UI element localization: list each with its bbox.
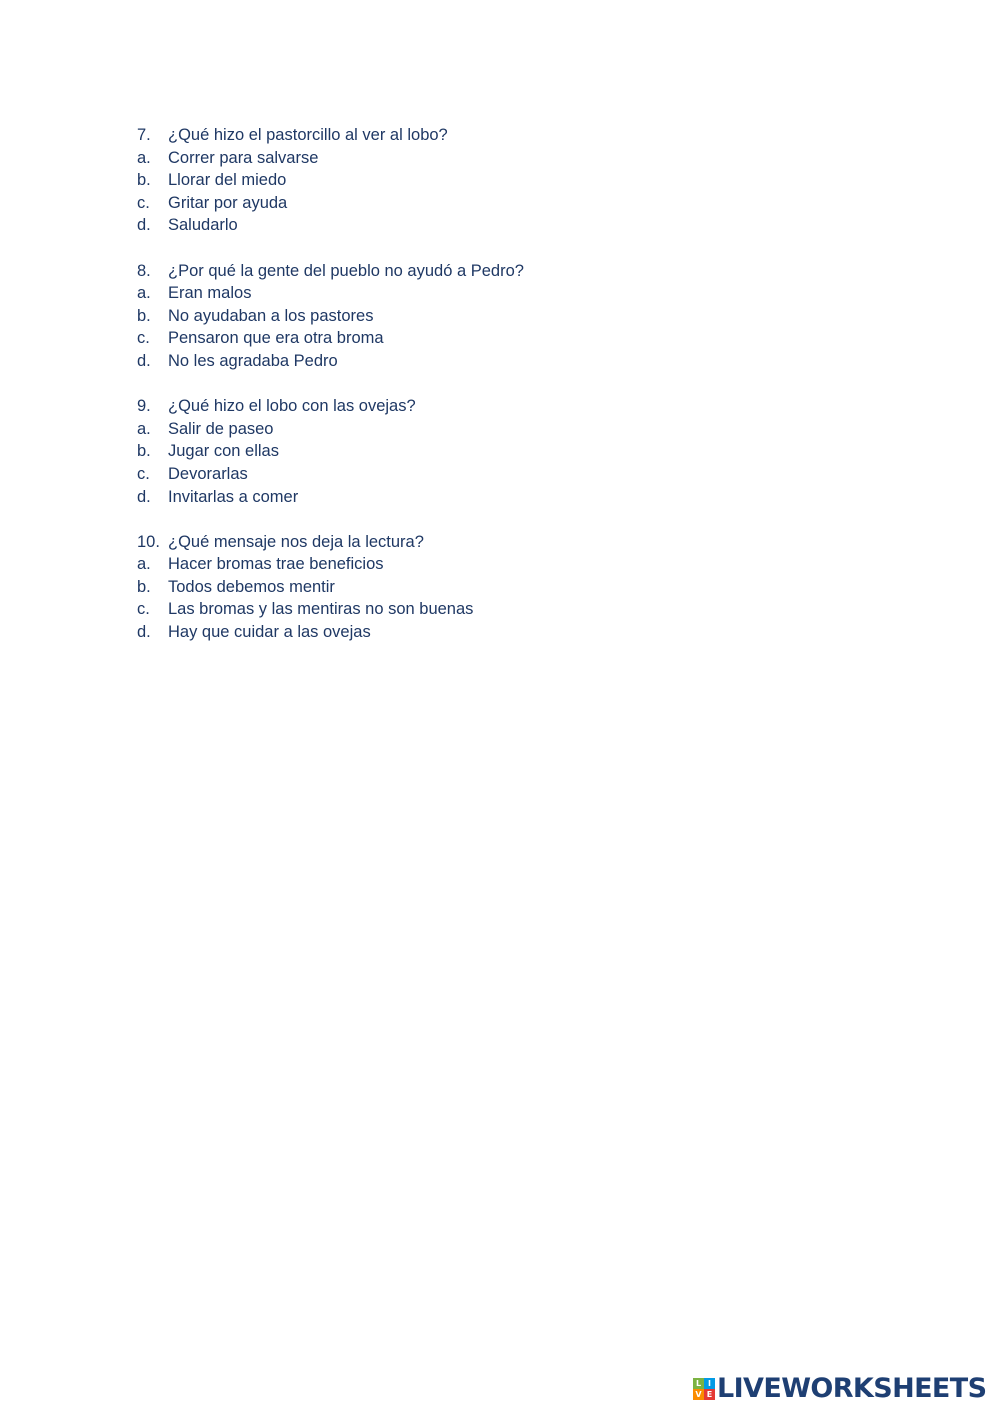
- option-letter: b.: [137, 306, 151, 325]
- option-text: Invitarlas a comer: [168, 487, 299, 506]
- live-mark-icon: [693, 1378, 715, 1400]
- option-text: Gritar por ayuda: [168, 193, 288, 212]
- liveworksheets-logo: [693, 1374, 986, 1404]
- option-text: Jugar con ellas: [168, 442, 279, 461]
- answer-option: [137, 553, 837, 576]
- question-text: ¿Por qué la gente del pueblo no ayudó a Pedro?: [168, 261, 524, 280]
- question-7: [137, 124, 837, 237]
- option-text: No ayudaban a los pastores: [168, 306, 374, 325]
- answer-option: [137, 214, 837, 237]
- option-text: No les agradaba Pedro: [168, 351, 338, 370]
- question-9: [137, 395, 837, 508]
- option-letter: a.: [137, 284, 151, 303]
- live-mark-letter: L: [693, 1378, 704, 1389]
- answer-option: [137, 598, 837, 621]
- option-letter: a.: [137, 148, 151, 167]
- option-text: Pensaron que era otra broma: [168, 329, 384, 348]
- option-letter: d.: [137, 487, 151, 506]
- option-text: Salir de paseo: [168, 419, 274, 438]
- answer-option: [137, 169, 837, 192]
- answer-option: [137, 621, 837, 644]
- question-prompt: [137, 124, 837, 147]
- logo-wordmark: LIVEWORKSHEETS: [717, 1373, 987, 1404]
- option-text: Todos debemos mentir: [168, 577, 335, 596]
- option-text: Correr para salvarse: [168, 148, 319, 167]
- option-text: Hay que cuidar a las ovejas: [168, 623, 371, 642]
- question-number: 10.: [137, 532, 160, 551]
- option-letter: b.: [137, 577, 151, 596]
- question-prompt: [137, 260, 837, 283]
- option-letter: a.: [137, 419, 151, 438]
- answer-option: [137, 282, 837, 305]
- answer-option: [137, 463, 837, 486]
- answer-option: [137, 486, 837, 509]
- option-letter: c.: [137, 329, 150, 348]
- question-text: ¿Qué mensaje nos deja la lectura?: [168, 532, 424, 551]
- answer-option: [137, 576, 837, 599]
- option-letter: c.: [137, 600, 150, 619]
- option-letter: c.: [137, 464, 150, 483]
- option-letter: d.: [137, 623, 151, 642]
- answer-option: [137, 192, 837, 215]
- live-mark-letter: E: [704, 1389, 715, 1400]
- question-8: [137, 260, 837, 373]
- question-prompt: [137, 531, 837, 554]
- option-text: Las bromas y las mentiras no son buenas: [168, 600, 474, 619]
- question-number: 9.: [137, 397, 151, 416]
- option-text: Devorarlas: [168, 464, 248, 483]
- question-number: 7.: [137, 126, 151, 144]
- option-letter: a.: [137, 555, 151, 574]
- option-letter: b.: [137, 442, 151, 461]
- option-letter: b.: [137, 171, 151, 190]
- answer-option: [137, 350, 837, 373]
- option-letter: c.: [137, 193, 150, 212]
- question-number: 8.: [137, 261, 151, 280]
- answer-option: [137, 418, 837, 441]
- option-letter: d.: [137, 216, 151, 235]
- answer-option: [137, 327, 837, 350]
- option-text: Eran malos: [168, 284, 252, 303]
- option-text: Llorar del miedo: [168, 171, 287, 190]
- question-text: ¿Qué hizo el lobo con las ovejas?: [168, 397, 416, 416]
- answer-option: [137, 147, 837, 170]
- option-text: Saludarlo: [168, 216, 238, 235]
- option-letter: d.: [137, 351, 151, 370]
- question-list: [137, 124, 837, 666]
- question-text: ¿Qué hizo el pastorcillo al ver al lobo?: [168, 126, 448, 144]
- answer-option: [137, 305, 837, 328]
- live-mark-letter: V: [693, 1389, 704, 1400]
- answer-option: [137, 440, 837, 463]
- question-10: [137, 531, 837, 644]
- option-text: Hacer bromas trae beneficios: [168, 555, 384, 574]
- live-mark-letter: I: [704, 1378, 715, 1389]
- question-prompt: [137, 395, 837, 418]
